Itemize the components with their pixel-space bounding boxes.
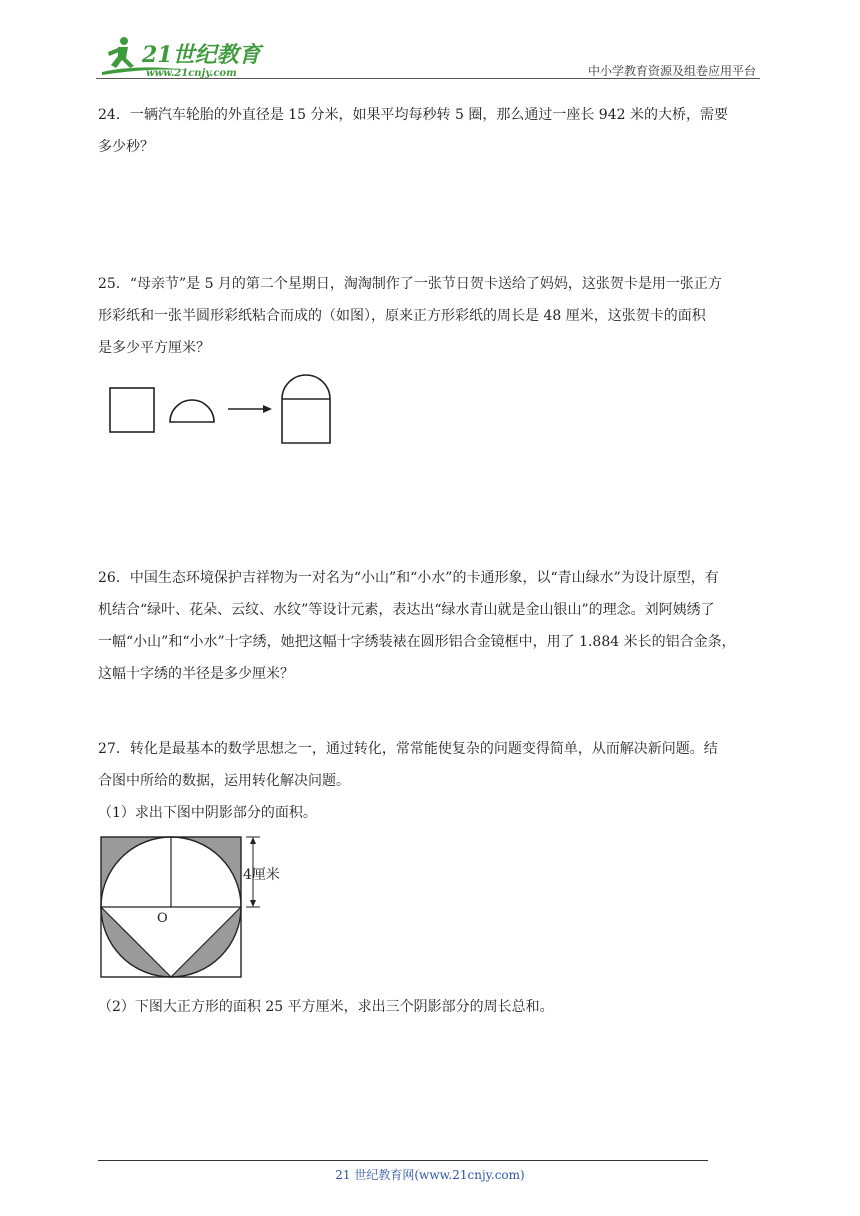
question-26	[98, 562, 762, 690]
question-27	[98, 733, 762, 829]
question-27-sub-1: （1）求出下图中阴影部分的面积。	[98, 805, 317, 821]
question-27-line-2: 合图中所给的数据，运用转化解决问题。	[98, 773, 350, 789]
card-figure	[100, 372, 340, 448]
question-27-sub-2: （2）下图大正方形的面积 25 平方厘米，求出三个阴影部分的周长总和。	[98, 999, 554, 1015]
question-25	[98, 268, 762, 364]
header-divider	[96, 78, 760, 79]
question-24-line-1: 24．一辆汽车轮胎的外直径是 15 分米，如果平均每秒转 5 圈，那么通过一座长 942 米的大桥，需要	[98, 107, 728, 123]
question-24	[98, 99, 762, 163]
footer-divider	[98, 1160, 708, 1161]
greeting-card-shape	[282, 375, 330, 443]
shaded-area-figure	[100, 836, 300, 982]
runner-logo-icon	[96, 34, 266, 80]
center-label: O	[157, 911, 168, 926]
square-paper-shape	[110, 388, 154, 432]
shaded-top-right-corner	[171, 837, 241, 907]
question-25-line-1: 25．“母亲节”是 5 月的第二个星期日，淘淘制作了一张节日贺卡送给了妈妈，这张贺卡是用一张正方	[98, 276, 722, 292]
question-26-line-3: 一幅“小山”和“小水”十字绣，她把这幅十字绣装裱在圆形铝合金镜框中，用了 1.884 米长的铝合金条，	[98, 634, 736, 650]
shaded-top-left-corner	[101, 837, 171, 907]
footer-site-text: 21 世纪教育网(www.21cnjy.com)	[335, 1168, 525, 1182]
question-25-line-2: 形彩纸和一张半圆形彩纸粘合而成的（如图），原来正方形彩纸的周长是 48 厘米，这张贺卡的面积	[98, 308, 706, 324]
site-logo	[96, 34, 266, 80]
question-26-line-4: 这幅十字绣的半径是多少厘米？	[98, 666, 294, 682]
dimension-label: 4厘米	[243, 867, 280, 883]
arrow-right-icon	[228, 405, 272, 413]
question-24-line-2: 多少秒？	[98, 139, 154, 155]
question-27-line-1: 27．转化是最基本的数学思想之一，通过转化，常常能使复杂的问题变得简单，从而解决新问题。结	[98, 741, 718, 757]
logo-main-text: 21世纪教育	[142, 42, 261, 68]
question-26-line-1: 26．中国生态环境保护吉祥物为一对名为“小山”和“小水”的卡通形象，以“青山绿水”为设计原型，有	[98, 570, 719, 586]
semicircle-paper-shape	[170, 400, 214, 422]
logo-sub-text: www.21cnjy.com	[146, 68, 237, 79]
question-26-line-2: 机结合“绿叶、花朵、云纹、水纹”等设计元素，表达出“绿水青山就是金山银山”的理念。刘阿姨绣了	[98, 602, 715, 618]
question-25-line-3: 是多少平方厘米？	[98, 340, 210, 356]
header-platform-text: 中小学教育资源及组卷应用平台	[587, 64, 756, 78]
